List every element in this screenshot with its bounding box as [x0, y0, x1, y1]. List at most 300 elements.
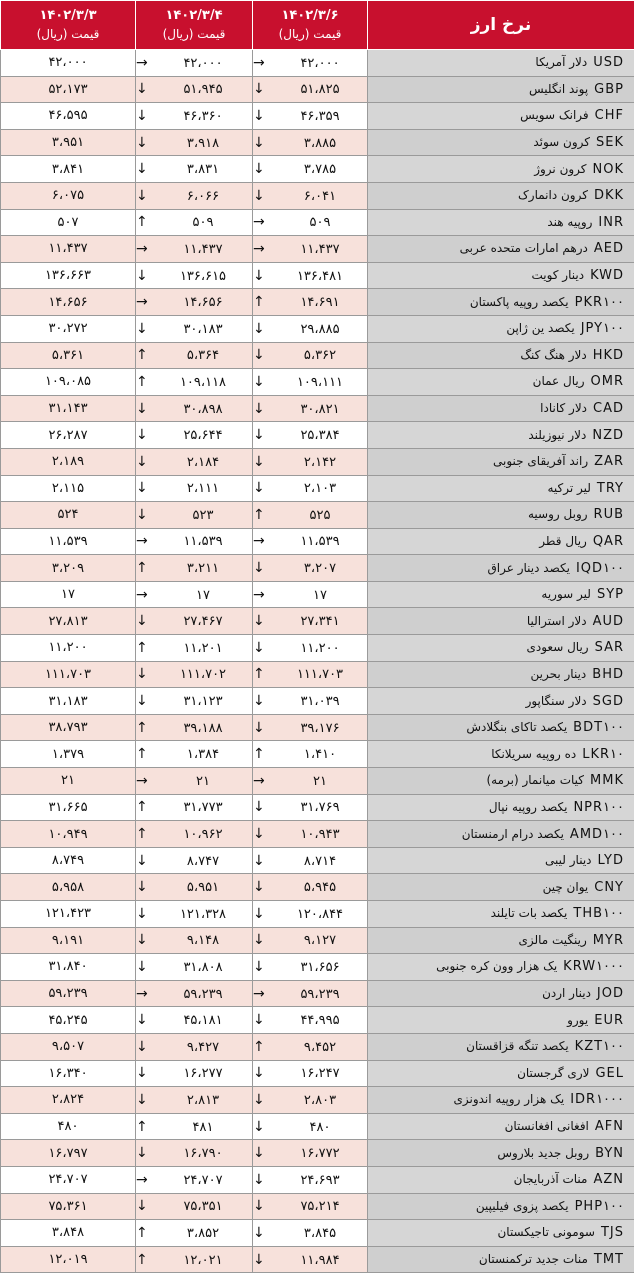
- trend-arrow-icon: ↓: [136, 400, 148, 417]
- currency-code: AED: [593, 241, 624, 257]
- trend-arrow-icon: ↓: [136, 905, 148, 922]
- price-date-3: [1, 581, 136, 608]
- table-row: [1, 395, 634, 422]
- price-date-3: [1, 129, 136, 156]
- price-date-4: [136, 954, 253, 981]
- price-value: ۳۱،۸۴۰: [48, 959, 88, 975]
- table-row: [1, 555, 634, 582]
- currency-cell: [368, 608, 634, 635]
- table-header-row: [1, 1, 634, 50]
- table-row: [1, 741, 634, 768]
- price-value: ۸،۷۴۷: [186, 853, 220, 869]
- currency-code: KRW۱۰۰۰: [563, 959, 624, 975]
- currency-cell: [368, 209, 634, 236]
- header-currency: نرخ ارز: [368, 1, 634, 50]
- table-row: [1, 581, 634, 608]
- currency-name: پوند انگلیس: [528, 81, 589, 96]
- currency-name: سومونی تاجیکستان: [497, 1225, 595, 1240]
- price-date-3: [1, 954, 136, 981]
- price-date-4: [136, 448, 253, 475]
- price-date-6: [253, 156, 368, 183]
- trend-arrow-icon: →: [253, 240, 265, 257]
- currency-name: لیر سوریه: [541, 587, 591, 602]
- price-value: ۳۰،۸۲۱: [300, 401, 340, 417]
- currency-code: AUD: [592, 613, 624, 629]
- currency-cell: [368, 76, 634, 103]
- currency-name: یکصد ین ژاپن: [506, 321, 575, 336]
- price-date-4: [136, 741, 253, 768]
- price-date-3: [1, 1140, 136, 1167]
- price-value: ۳۱،۷۷۳: [183, 800, 223, 816]
- trend-arrow-icon: ↓: [136, 1065, 148, 1082]
- price-date-3: [1, 1060, 136, 1087]
- price-value: ۳،۲۰۷: [303, 561, 337, 577]
- currency-cell: [368, 369, 634, 396]
- trend-arrow-icon: ↓: [136, 107, 148, 124]
- price-value: ۱۰،۹۴۳: [300, 827, 340, 843]
- trend-arrow-icon: ↓: [253, 1224, 265, 1241]
- trend-arrow-icon: ↓: [253, 852, 265, 869]
- trend-arrow-icon: ↓: [136, 879, 148, 896]
- price-date-3: [1, 741, 136, 768]
- trend-arrow-icon: ↑: [253, 506, 265, 523]
- price-value: ۲،۱۱۱: [186, 481, 220, 497]
- price-date-3: [1, 182, 136, 209]
- currency-name: یک هزار روپیه اندونزی: [453, 1092, 565, 1107]
- table-row: [1, 927, 634, 954]
- trend-arrow-icon: ↓: [136, 427, 148, 444]
- trend-arrow-icon: ↓: [253, 1118, 265, 1135]
- trend-arrow-icon: ↓: [136, 1012, 148, 1029]
- price-value: ۱۴،۶۵۶: [48, 294, 88, 310]
- trend-arrow-icon: ↑: [136, 799, 148, 816]
- currency-name: یکصد روپیه پاکستان: [469, 294, 569, 309]
- price-value: ۱۲۰،۸۴۴: [296, 906, 344, 922]
- trend-arrow-icon: ↑: [253, 1038, 265, 1055]
- price-date-3: [1, 980, 136, 1007]
- currency-name: دلار آمریکا: [535, 55, 588, 70]
- trend-arrow-icon: ↑: [136, 1118, 148, 1135]
- currency-code: NPR۱۰۰: [573, 799, 624, 815]
- currency-name: کرون سوئد: [533, 135, 590, 150]
- price-date-6: [253, 581, 368, 608]
- price-date-4: [136, 528, 253, 555]
- price-date-6: [253, 1166, 368, 1193]
- price-date-4: [136, 209, 253, 236]
- trend-arrow-icon: ↓: [136, 187, 148, 204]
- price-value: ۵۱،۹۴۵: [183, 82, 223, 98]
- table-row: [1, 714, 634, 741]
- price-value: ۳،۹۵۱: [51, 135, 85, 151]
- price-date-3: [1, 847, 136, 874]
- header-date-6: ۱۴۰۲/۳/۶ قیمت (ریال): [253, 1, 368, 50]
- price-value: ۱۱،۴۳۷: [183, 241, 223, 257]
- price-date-6: [253, 555, 368, 582]
- currency-name: دینار اردن: [542, 986, 591, 1001]
- price-date-4: [136, 236, 253, 263]
- trend-arrow-icon: ↑: [253, 666, 265, 683]
- trend-arrow-icon: ↓: [253, 1012, 265, 1029]
- price-date-3: [1, 794, 136, 821]
- price-date-3: [1, 688, 136, 715]
- trend-arrow-icon: ↓: [253, 187, 265, 204]
- trend-arrow-icon: ↓: [253, 879, 265, 896]
- currency-name: دلار کانادا: [540, 401, 588, 416]
- trend-arrow-icon: ↓: [136, 267, 148, 284]
- trend-arrow-icon: ↓: [253, 400, 265, 417]
- price-date-3: [1, 768, 136, 795]
- price-value: ۱۰۹،۱۱۱: [296, 374, 344, 390]
- price-value: ۱۲۱،۴۲۳: [44, 906, 92, 922]
- table-row: [1, 209, 634, 236]
- price-value: ۳۱،۸۰۸: [183, 959, 223, 975]
- currency-name: لیر ترکیه: [547, 480, 591, 495]
- price-date-6: [253, 528, 368, 555]
- trend-arrow-icon: ↓: [136, 693, 148, 710]
- currency-code: TMT: [593, 1252, 624, 1268]
- currency-code: NZD: [592, 427, 624, 443]
- price-date-3: [1, 1087, 136, 1114]
- price-date-4: [136, 555, 253, 582]
- table-row: [1, 502, 634, 529]
- currency-cell: [368, 661, 634, 688]
- table-row: [1, 847, 634, 874]
- price-value: ۱۱،۲۰۰: [300, 640, 340, 656]
- price-date-4: [136, 1007, 253, 1034]
- price-value: ۱۲،۰۱۹: [48, 1252, 88, 1268]
- trend-arrow-icon: ↑: [136, 826, 148, 843]
- price-date-4: [136, 608, 253, 635]
- currency-cell: [368, 1220, 634, 1247]
- price-value: ۸،۷۴۹: [51, 853, 85, 869]
- price-value: ۱۳۶،۴۸۱: [296, 268, 344, 284]
- price-date-3: [1, 262, 136, 289]
- price-value: ۳،۲۱۱: [186, 561, 220, 577]
- price-value: ۱۳۶،۶۱۵: [179, 268, 227, 284]
- currency-cell: [368, 103, 634, 130]
- table-row: [1, 954, 634, 981]
- price-value: ۶،۰۶۶: [186, 188, 220, 204]
- price-value: ۵۹،۲۳۹: [48, 986, 88, 1002]
- currency-name: روپیه هند: [547, 214, 593, 229]
- price-value: ۵۹،۲۳۹: [300, 986, 340, 1002]
- price-date-4: [136, 369, 253, 396]
- table-row: [1, 236, 634, 263]
- price-value: ۲،۸۱۳: [186, 1092, 220, 1108]
- trend-arrow-icon: →: [136, 294, 148, 311]
- currency-code: GBP: [594, 81, 624, 97]
- currency-code: TJS: [600, 1225, 624, 1241]
- price-date-3: [1, 315, 136, 342]
- price-value: ۱،۳۸۴: [186, 747, 220, 763]
- currency-code: INR: [598, 214, 624, 230]
- currency-name: کرون دانمارک: [518, 188, 588, 203]
- price-date-4: [136, 635, 253, 662]
- price-date-4: [136, 847, 253, 874]
- price-date-6: [253, 874, 368, 901]
- currency-code: PKR۱۰۰: [574, 294, 624, 310]
- price-date-4: [136, 1193, 253, 1220]
- trend-arrow-icon: ↓: [136, 1145, 148, 1162]
- price-value: ۱۱،۵۳۹: [48, 533, 88, 549]
- trend-arrow-icon: ↓: [253, 719, 265, 736]
- price-date-6: [253, 342, 368, 369]
- price-date-3: [1, 714, 136, 741]
- price-value: ۵۹،۲۳۹: [183, 986, 223, 1002]
- currency-code: AMD۱۰۰: [569, 826, 624, 842]
- price-value: ۹،۱۲۷: [303, 933, 337, 949]
- price-value: ۵۰۹: [192, 215, 214, 231]
- price-date-4: [136, 1087, 253, 1114]
- currency-name: منات آذربایجان: [513, 1172, 588, 1187]
- trend-arrow-icon: ↑: [136, 347, 148, 364]
- trend-arrow-icon: ↓: [253, 267, 265, 284]
- price-value: ۳۰،۲۷۲: [48, 321, 88, 337]
- price-date-6: [253, 1033, 368, 1060]
- price-date-6: [253, 448, 368, 475]
- price-date-6: [253, 768, 368, 795]
- table-row: [1, 315, 634, 342]
- price-date-6: [253, 608, 368, 635]
- trend-arrow-icon: ↓: [253, 107, 265, 124]
- price-value: ۱۲،۰۲۱: [183, 1252, 223, 1268]
- price-date-6: [253, 741, 368, 768]
- currency-code: BYN: [595, 1145, 624, 1161]
- price-value: ۸،۷۱۴: [303, 853, 337, 869]
- price-value: ۱۰،۹۶۲: [183, 827, 223, 843]
- price-value: ۲۴،۷۰۷: [183, 1172, 223, 1188]
- price-value: ۵،۳۶۴: [186, 348, 220, 364]
- price-value: ۵،۹۴۵: [303, 880, 337, 896]
- price-value: ۲،۸۰۳: [303, 1092, 337, 1108]
- currency-code: SYP: [596, 587, 624, 603]
- trend-arrow-icon: →: [136, 533, 148, 550]
- currency-cell: [368, 342, 634, 369]
- price-date-6: [253, 103, 368, 130]
- currency-name: فرانک سویس: [520, 108, 589, 123]
- price-date-6: [253, 209, 368, 236]
- currency-name: کیات میانمار (برمه): [486, 773, 585, 788]
- price-date-3: [1, 1166, 136, 1193]
- currency-code: CAD: [593, 401, 624, 417]
- trend-arrow-icon: ↑: [136, 719, 148, 736]
- trend-arrow-icon: →: [253, 985, 265, 1002]
- price-value: ۲۷،۳۴۱: [300, 614, 340, 630]
- price-date-4: [136, 315, 253, 342]
- price-date-6: [253, 661, 368, 688]
- price-date-6: [253, 1007, 368, 1034]
- trend-arrow-icon: ↓: [253, 320, 265, 337]
- price-value: ۴۲،۰۰۰: [48, 55, 88, 71]
- price-date-3: [1, 342, 136, 369]
- price-value: ۵،۳۶۲: [303, 348, 337, 364]
- currency-cell: [368, 475, 634, 502]
- currency-cell: [368, 821, 634, 848]
- trend-arrow-icon: ↓: [136, 453, 148, 470]
- price-date-6: [253, 475, 368, 502]
- price-date-3: [1, 528, 136, 555]
- currency-code: USD: [593, 55, 624, 71]
- price-value: ۲۴،۷۰۷: [48, 1172, 88, 1188]
- price-value: ۶،۰۷۵: [51, 188, 85, 204]
- price-date-4: [136, 821, 253, 848]
- price-value: ۳۸،۷۹۳: [48, 720, 88, 736]
- trend-arrow-icon: ↓: [253, 161, 265, 178]
- table-row: [1, 1246, 634, 1273]
- price-value: ۳،۸۵۲: [186, 1225, 220, 1241]
- price-value: ۲۱: [313, 773, 327, 789]
- price-date-4: [136, 1246, 253, 1273]
- price-value: ۱۱۱،۷۰۲: [179, 667, 227, 683]
- price-value: ۳۱،۶۶۵: [48, 799, 88, 815]
- price-date-6: [253, 794, 368, 821]
- price-date-3: [1, 1220, 136, 1247]
- trend-arrow-icon: →: [136, 772, 148, 789]
- price-date-6: [253, 182, 368, 209]
- table-row: [1, 768, 634, 795]
- currency-name: دینار کویت: [531, 268, 585, 283]
- table-row: [1, 1060, 634, 1087]
- currency-code: IDR۱۰۰۰: [570, 1092, 624, 1108]
- price-value: ۹،۱۹۱: [51, 932, 85, 948]
- table-row: [1, 448, 634, 475]
- currency-cell: [368, 236, 634, 263]
- price-date-4: [136, 502, 253, 529]
- price-value: ۱۱،۲۰۱: [183, 640, 223, 656]
- currency-code: DKK: [593, 188, 624, 204]
- price-value: ۱۰۹،۰۸۵: [44, 374, 92, 390]
- price-value: ۱۷: [61, 587, 75, 603]
- trend-arrow-icon: ↑: [136, 746, 148, 763]
- price-value: ۱۳۶،۶۶۳: [44, 268, 92, 284]
- currency-cell: [368, 581, 634, 608]
- trend-arrow-icon: ↓: [136, 134, 148, 151]
- trend-arrow-icon: ↓: [136, 1091, 148, 1108]
- table-row: [1, 528, 634, 555]
- currency-name: یکصد دینار عراق: [487, 560, 570, 575]
- currency-name: یکصد تنگه قزاقستان: [466, 1039, 569, 1054]
- price-value: ۱۶،۷۹۷: [48, 1145, 88, 1161]
- price-date-3: [1, 475, 136, 502]
- trend-arrow-icon: ↓: [253, 134, 265, 151]
- trend-arrow-icon: ↓: [136, 1198, 148, 1215]
- currency-code: BDT۱۰۰: [573, 720, 624, 736]
- currency-code: NOK: [592, 161, 624, 177]
- price-value: ۱۴،۶۵۶: [183, 295, 223, 311]
- price-date-3: [1, 1007, 136, 1034]
- price-value: ۵،۳۶۱: [51, 347, 85, 363]
- table-row: [1, 76, 634, 103]
- currency-name: یورو: [567, 1012, 589, 1027]
- price-value: ۲،۱۸۴: [186, 454, 220, 470]
- price-value: ۵۱،۸۲۵: [300, 82, 340, 98]
- currency-cell: [368, 262, 634, 289]
- table-row: [1, 1087, 634, 1114]
- price-value: ۳۱،۰۳۹: [300, 694, 340, 710]
- table-row: [1, 901, 634, 928]
- table-row: [1, 475, 634, 502]
- currency-name: ریال قطر: [539, 533, 587, 548]
- price-value: ۴۶،۵۹۵: [48, 108, 88, 124]
- price-date-4: [136, 901, 253, 928]
- price-date-6: [253, 129, 368, 156]
- price-value: ۱،۴۱۰: [303, 747, 337, 763]
- trend-arrow-icon: ↓: [253, 453, 265, 470]
- trend-arrow-icon: ↑: [136, 214, 148, 231]
- price-date-6: [253, 1060, 368, 1087]
- currency-code: JOD: [596, 986, 624, 1002]
- currency-code: SGD: [592, 693, 624, 709]
- currency-name: یک هزار وون کره جنوبی: [436, 959, 558, 974]
- price-date-6: [253, 821, 368, 848]
- price-value: ۱۱،۵۳۹: [183, 534, 223, 550]
- currency-cell: [368, 927, 634, 954]
- currency-code: OMR: [590, 374, 624, 390]
- price-value: ۵۰۷: [57, 214, 79, 230]
- currency-cell: [368, 714, 634, 741]
- price-date-4: [136, 581, 253, 608]
- price-value: ۲،۱۰۳: [303, 481, 337, 497]
- trend-arrow-icon: ↓: [253, 639, 265, 656]
- trend-arrow-icon: ↓: [253, 799, 265, 816]
- price-value: ۲۶،۲۸۷: [48, 427, 88, 443]
- trend-arrow-icon: →: [253, 772, 265, 789]
- trend-arrow-icon: ↓: [136, 932, 148, 949]
- price-value: ۲۴،۶۹۳: [300, 1172, 340, 1188]
- currency-name: ریال سعودی: [526, 640, 589, 655]
- price-date-3: [1, 874, 136, 901]
- table-row: [1, 1113, 634, 1140]
- currency-code: IQD۱۰۰: [575, 560, 624, 576]
- price-value: ۳۱،۱۸۳: [48, 693, 88, 709]
- price-value: ۱۶،۲۷۷: [183, 1066, 223, 1082]
- currency-cell: [368, 555, 634, 582]
- price-date-3: [1, 50, 136, 77]
- price-date-4: [136, 289, 253, 316]
- currency-code: JPY۱۰۰: [580, 321, 624, 337]
- price-date-6: [253, 847, 368, 874]
- price-value: ۱۶،۳۴۰: [48, 1065, 88, 1081]
- trend-arrow-icon: ↓: [253, 81, 265, 98]
- currency-cell: [368, 289, 634, 316]
- trend-arrow-icon: ↓: [253, 1065, 265, 1082]
- currency-code: EUR: [594, 1012, 624, 1028]
- price-date-3: [1, 448, 136, 475]
- price-value: ۲۱: [61, 773, 75, 789]
- price-date-4: [136, 103, 253, 130]
- currency-name: دلار نیوزیلند: [528, 427, 587, 442]
- price-value: ۳،۹۱۸: [186, 135, 220, 151]
- currency-name: یوان چین: [542, 879, 589, 894]
- currency-name: افغانی افغانستان: [504, 1119, 589, 1134]
- price-value: ۳۱،۱۴۳: [48, 401, 88, 417]
- price-value: ۱۷: [196, 587, 210, 603]
- table-row: [1, 608, 634, 635]
- price-value: ۲،۸۲۴: [51, 1092, 85, 1108]
- currency-code: AZN: [593, 1172, 624, 1188]
- currency-cell: [368, 980, 634, 1007]
- table-row: [1, 129, 634, 156]
- price-date-3: [1, 369, 136, 396]
- currency-code: HKD: [592, 347, 624, 363]
- currency-cell: [368, 1113, 634, 1140]
- currency-code: MYR: [592, 932, 624, 948]
- table-row: [1, 1220, 634, 1247]
- currency-name: منات جدید ترکمنستان: [478, 1252, 588, 1267]
- trend-arrow-icon: ↓: [253, 480, 265, 497]
- trend-arrow-icon: ↑: [136, 639, 148, 656]
- trend-arrow-icon: →: [136, 985, 148, 1002]
